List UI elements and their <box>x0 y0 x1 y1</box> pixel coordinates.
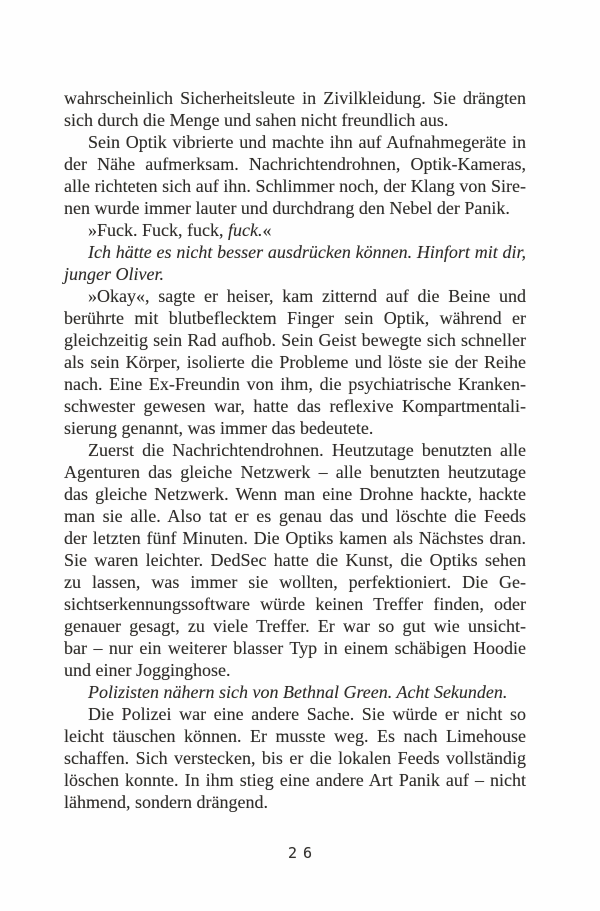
body-text: zu lassen, was immer sie wollten, perfektioniert. Die Ge- <box>64 572 526 592</box>
body-text: gleichzeitig sein Rad aufhob. Sein Geist bewegte sich schneller <box>64 330 526 350</box>
text-line <box>64 219 526 241</box>
text-line <box>64 769 526 791</box>
body-text: genauer gesagt, zu viele Treffer. Er war so gut wie unsicht- <box>64 616 526 636</box>
body-text: Agenturen das gleiche Netzwerk – alle benutzten heutzutage <box>64 462 526 482</box>
body-text: schaffen. Sich verstecken, bis er die lokalen Feeds vollständig <box>64 748 526 768</box>
text-line <box>64 527 526 549</box>
body-text: lähmend, sondern drängend. <box>64 792 268 812</box>
italic-text: junger Oliver. <box>64 264 164 284</box>
text-line <box>64 307 526 329</box>
body-text: als sein Körper, isolierte die Probleme und löste sie der Reihe <box>64 352 526 372</box>
text-line <box>64 681 526 703</box>
body-text: Sein Optik vibrierte und machte ihn auf Aufnahmegeräte in <box>88 132 526 152</box>
body-text: löschen konnte. In ihm stieg eine andere Art Panik auf – nicht <box>64 770 526 790</box>
body-text: sich durch die Menge und sahen nicht freundlich aus. <box>64 110 449 130</box>
paragraph <box>64 703 526 813</box>
body-text: sierung genannt, was immer das bedeutete. <box>64 418 374 438</box>
body-text: nen wurde immer lauter und durchdrang den Nebel der Panik. <box>64 198 510 218</box>
text-line <box>64 109 526 131</box>
text-line <box>64 593 526 615</box>
body-text: nach. Eine Ex-Freundin von ihm, die psychiatrische Kranken- <box>64 374 526 394</box>
text-line <box>64 549 526 571</box>
body-text: wahrscheinlich Sicherheitsleute in Zivilkleidung. Sie drängten <box>64 88 526 108</box>
text-line <box>64 351 526 373</box>
paragraph <box>64 131 526 219</box>
text-line <box>64 153 526 175</box>
text-line <box>64 241 526 263</box>
body-text: man sie alle. Also tat er es genau das und löschte die Feeds <box>64 506 526 526</box>
page-number: 26 <box>287 844 319 862</box>
body-text: Die Polizei war eine andere Sache. Sie würde er nicht so <box>88 704 526 724</box>
body-text: das gleiche Netzwerk. Wenn man eine Drohne hackte, hackte <box>64 484 526 504</box>
text-line <box>64 703 526 725</box>
text-line <box>64 505 526 527</box>
body-text: »Okay«, sagte er heiser, kam zitternd auf die Beine und <box>88 286 526 306</box>
page-text <box>64 87 526 813</box>
body-text: der letzten fünf Minuten. Die Optiks kamen als Nächstes dran. <box>64 528 526 548</box>
body-text: berührte mit blutbeflecktem Finger sein Optik, während er <box>64 308 526 328</box>
text-line <box>64 483 526 505</box>
text-line <box>64 87 526 109</box>
body-text: »Fuck. Fuck, fuck, <box>88 220 228 240</box>
text-line <box>64 175 526 197</box>
body-text: der Nähe aufmerksam. Nachrichtendrohnen, Optik-Kameras, <box>64 154 526 174</box>
text-line <box>64 417 526 439</box>
paragraph <box>64 681 526 703</box>
italic-text: Ich hätte es nicht besser ausdrücken können. Hinfort mit dir, <box>88 242 526 262</box>
paragraph <box>64 87 526 131</box>
body-text: und einer Jogginghose. <box>64 660 231 680</box>
text-line <box>64 439 526 461</box>
text-line <box>64 637 526 659</box>
body-text: Sie waren leichter. DedSec hatte die Kunst, die Optiks sehen <box>64 550 526 570</box>
text-line <box>64 725 526 747</box>
body-text: sichtserkennungssoftware würde keinen Treffer finden, oder <box>64 594 526 614</box>
text-line <box>64 131 526 153</box>
text-line <box>64 791 526 813</box>
body-text: leicht täuschen können. Er musste weg. Es nach Limehouse <box>64 726 526 746</box>
body-text: « <box>262 220 272 240</box>
italic-text: Polizisten nähern sich von Bethnal Green. Acht Sekunden. <box>88 682 508 702</box>
text-line <box>64 285 526 307</box>
body-text: schwester gewesen war, hatte das reflexive Kompartmentali- <box>64 396 526 416</box>
text-line <box>64 373 526 395</box>
text-line <box>64 615 526 637</box>
paragraph <box>64 285 526 439</box>
paragraph <box>64 219 526 241</box>
text-line <box>64 571 526 593</box>
text-line <box>64 659 526 681</box>
body-text: alle richteten sich auf ihn. Schlimmer noch, der Klang von Sire- <box>64 176 526 196</box>
italic-text: fuck. <box>227 220 263 240</box>
text-line <box>64 329 526 351</box>
body-text: Zuerst die Nachrichtendrohnen. Heutzutage benutzten alle <box>88 440 526 460</box>
body-text: bar – nur ein weiterer blasser Typ in einem schäbigen Hoodie <box>64 638 526 658</box>
paragraph <box>64 241 526 285</box>
text-line <box>64 263 526 285</box>
text-line <box>64 461 526 483</box>
text-line <box>64 197 526 219</box>
text-line <box>64 395 526 417</box>
text-line <box>64 747 526 769</box>
paragraph <box>64 439 526 681</box>
